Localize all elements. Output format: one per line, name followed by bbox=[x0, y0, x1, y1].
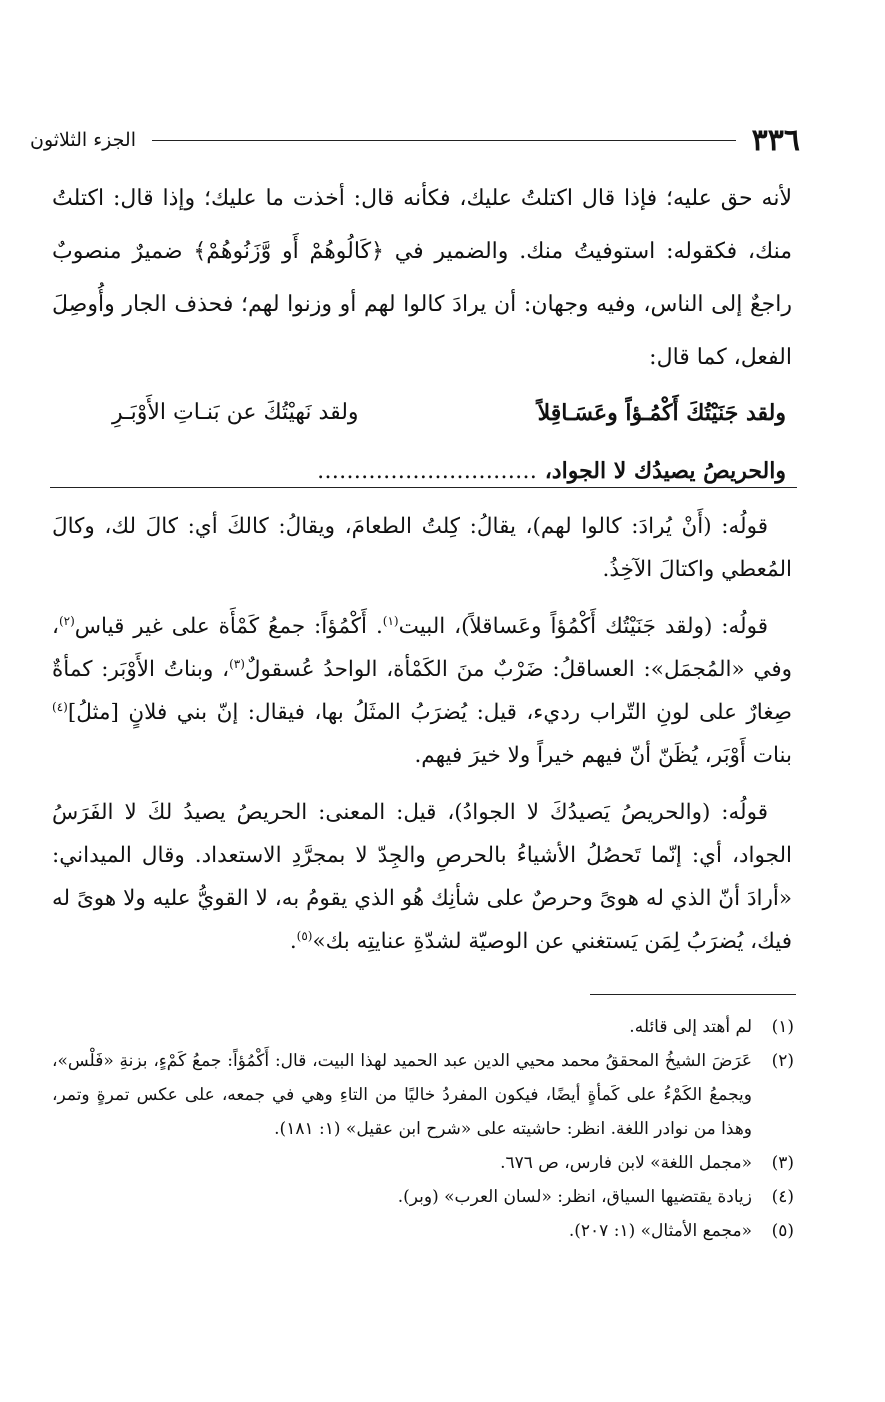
commentary-text: قولُه: (والحريصُ يَصيدُكَ لا الجوادُ)، قيل: المعنى: الحريصُ يصيدُ لكَ لا الفَرَسُ الجواد، أي: إنّما تَحصُلُ الأشياءُ بالحرصِ والجِدّ لا بمجرَّدِ الاستعداد. وقال الميداني: «أرادَ أنّ الذي له هوىً وحرصٌ على شأنِك هُو الذي يقومُ به، لا القويُّ عليه ولا هوىً له فيك، يُضرَبُ لِمَن يَستغني عن الوصيّة لشدّةِ عنايتِه بك» bbox=[52, 800, 792, 954]
footnote-text: عَرَضَ الشيخُ المحققُ محمد محيي الدين عبد الحميد لهذا البيت، قال: أَكْمُؤاً: جمعُ كَمْءٍ، بزنةِ «فَلْس»، ويجمعُ الكَمْءُ على كَمأةٍ أيضًا، فيكون المفردُ خاليًا من التاءِ وهي في جمعه، على عكس تمرةٍ وتمر، وهذا من نوادر اللغة. انظر: حاشيته على «شرح ابن عقيل» (١: ١٨١). bbox=[52, 1051, 752, 1139]
verse-hemistich-2: ولقد نَهيْتُكَ عن بَنـاتِ الأَوْبَـرِ bbox=[112, 400, 359, 425]
verse-line-2 bbox=[52, 442, 792, 501]
footnote-text: لم أهتد إلى قائله. bbox=[629, 1017, 752, 1037]
commentary-paragraph-3 bbox=[52, 791, 792, 963]
footnote-number: (٥) bbox=[771, 1221, 794, 1241]
footnote-number: (١) bbox=[771, 1017, 794, 1037]
section-divider bbox=[50, 487, 797, 488]
commentary-paragraph-1: قولُه: (أَنْ يُرادَ: كالوا لهم)، يقالُ: كِلتُ الطعامَ، ويقالُ: كالكَ أي: كالَ لك، وكالَ المُعطي واكتالَ الآخِذُ. bbox=[52, 514, 792, 582]
footnote-ref[interactable]: (١) bbox=[382, 613, 399, 628]
verse-second-text: والحريصُ يصيدُك لا الجواد، bbox=[544, 458, 786, 484]
verse-line bbox=[52, 384, 792, 442]
footnote-item bbox=[52, 1180, 794, 1214]
page-header bbox=[30, 118, 800, 162]
commentary-paragraph-2 bbox=[52, 605, 792, 777]
footnote-text: «مجمع الأمثال» (١: ٢٠٧). bbox=[568, 1221, 752, 1241]
footnote-number: (٢) bbox=[771, 1051, 794, 1071]
header-rule bbox=[152, 140, 736, 141]
footnote-item bbox=[52, 1010, 794, 1044]
commentary-text: ، وبناتُ الأَوْبَر: كمأةٌ صِغارٌ على لونِ التّراب رديء، قيل: يُضرَبُ المثَلُ بها، فيقال: إنّ بني فلانٍ [مثلُ] bbox=[52, 657, 792, 725]
page-number: ٣٣٦ bbox=[751, 122, 800, 158]
footnote-ref[interactable]: (٢) bbox=[58, 613, 75, 628]
commentary-text: قولُه: (ولقد جَنَيْتُك أَكْمُؤاً وعَساقلاً)، البيت bbox=[398, 614, 768, 639]
ellipsis-dots: ………………………… bbox=[317, 459, 538, 484]
running-title: الجزء الثلاثون bbox=[30, 129, 136, 151]
footnote-item bbox=[52, 1146, 794, 1180]
main-text bbox=[52, 172, 792, 501]
footnote-number: (٣) bbox=[771, 1153, 794, 1173]
commentary-text: بنات أَوْبَر، يُظَنّ أنّ فيهم خيراً ولا خيرَ فيهم. bbox=[414, 743, 792, 768]
footnote-ref[interactable]: (٣) bbox=[229, 656, 245, 671]
commentary bbox=[52, 505, 792, 977]
footnote-ref[interactable]: (٥) bbox=[296, 928, 313, 943]
footnote-number: (٤) bbox=[771, 1187, 794, 1207]
main-paragraph: لأنه حق عليه؛ فإذا قال اكتلتُ عليك، فكأنه قال: أخذت ما عليك؛ وإذا قال: اكتلتُ منك، فكقوله: استوفيتُ منك. والضمير في ﴿كَالُوهُمْ أَو وَّزَنُوهُمْ﴾ ضميرٌ منصوبٌ راجعٌ إلى الناس، وفيه وجهان: أن يرادَ كالوا لهم أو وزنوا لهم؛ فحذف الجار وأُوصِلَ الفعل، كما قال: bbox=[52, 186, 792, 370]
footnote-item bbox=[52, 1214, 794, 1248]
footnotes bbox=[52, 1010, 794, 1248]
footnote-text: زيادة يقتضيها السياق، انظر: «لسان العرب» (وبر). bbox=[397, 1187, 752, 1207]
footnote-rule bbox=[590, 994, 796, 995]
commentary-text: ، وفي «المُجمَل»: العساقلُ: ضَرْبٌ منَ الكَمْأة، الواحدُ عُسقولٌ bbox=[52, 614, 792, 682]
commentary-text: . أَكْمُؤاً: جمعُ كَمْأَة على غير قياس bbox=[74, 614, 383, 639]
footnote-item bbox=[52, 1044, 794, 1146]
footnote-ref[interactable]: (٤) bbox=[52, 699, 68, 714]
commentary-text: . bbox=[289, 929, 297, 954]
verse-hemistich-1: ولقد جَنَيْتُكَ أَكْمُـؤاً وعَسَـاقِلاً bbox=[537, 400, 786, 426]
footnote-text: «مجمل اللغة» لابن فارس، ص ٦٧٦. bbox=[500, 1153, 752, 1173]
